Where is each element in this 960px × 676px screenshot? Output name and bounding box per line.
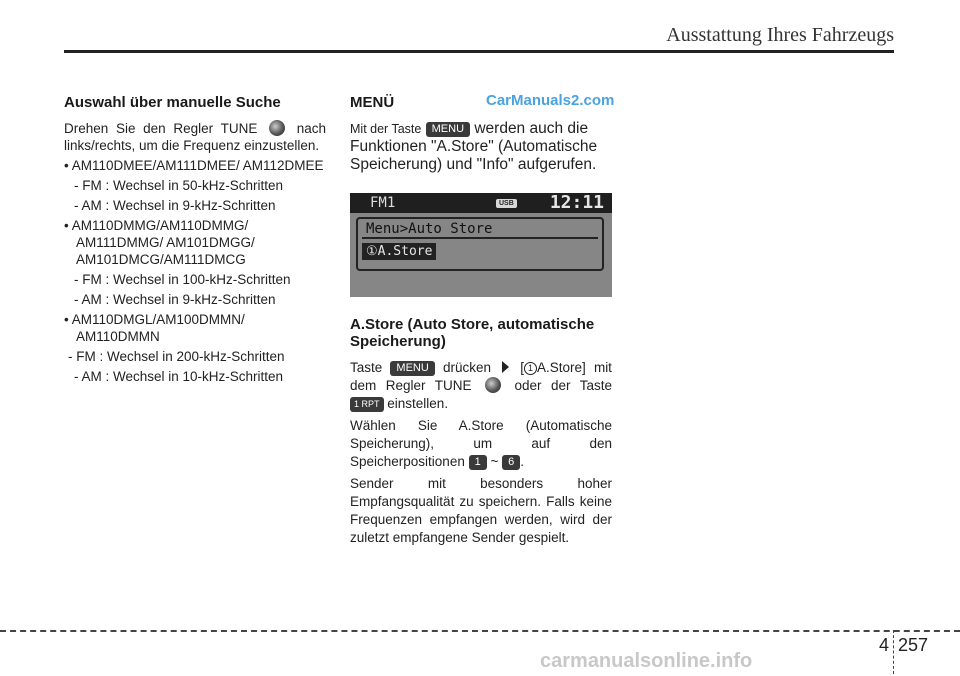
usb-badge: USB [496,199,517,208]
menu-key-icon: MENU [426,122,470,137]
display-menu-box [356,217,604,271]
models-1: • AM110DMEE/AM111DMEE/ AM112DMEE [64,158,324,173]
am-step-2: - AM : Wechsel in 9-kHz-Schritten [74,292,276,307]
astore-para-3: Sender mit besonders hoher Empfangsqualität zu speichern. Falls keine Frequenzen empfangen werden, wird der zuletzt empfangene Sender gespielt. [350,476,612,545]
page-number: 257 [898,635,929,655]
mid-intro-after: werden auch die Funktionen "A.Store" (Automatische Speicherung) und "Info" aufgerufen. [350,120,598,173]
am-step-3: - AM : Wechsel in 10-kHz-Schritten [74,369,284,384]
chapter-number: 4 [878,635,889,655]
models-3: • AM110DMGL/AM100DMMN/ AM110DMMN [64,312,245,344]
middle-column [350,92,615,547]
p1-a: Taste [350,360,383,375]
mid-intro [350,120,612,174]
footer-rule [0,630,960,632]
tune-knob-icon [269,120,285,136]
mid-heading: MENÜ [350,94,395,111]
display-time: 12:11 [549,193,604,213]
left-intro-before: Drehen Sie den Regler TUNE [64,121,258,136]
astore-para-2 [350,417,612,471]
p1-b: drücken [442,360,491,375]
mid-intro-before: Mit der Taste [350,122,422,136]
models-2: • AM110DMMG/AM110DMMG/ AM111DMMG/ AM101DMGG/ AM101DMCG/AM111DMCG [64,218,255,267]
p1-e: oder der Taste [514,378,612,393]
left-intro [64,120,326,154]
left-intro-after: nach links/rechts, um die Frequenz einzustellen. [64,121,326,153]
display-item-astore: ①A.Store [362,243,436,260]
left-column [64,94,326,385]
footer-divider [893,630,894,674]
p1-c: [ [520,360,525,375]
p1-f: einstellen. [387,396,449,411]
watermark-top: CarManuals2.com [486,92,615,109]
preset-1-key-icon: 1 [469,455,487,470]
radio-display [350,193,612,297]
fm-step-2: - FM : Wechsel in 100-kHz-Schritten [74,272,291,287]
p1-d: A.Store] mit dem Regler TUNE [350,360,612,393]
watermark-bottom: carmanualsonline.info [540,650,753,672]
display-menu-path: Menu>Auto Store [366,221,493,237]
header-rule [64,50,894,53]
p2-a: Wählen Sie A.Store (Automatische Speicherung), um auf den Speicherpositionen [350,418,612,469]
am-step-1: - AM : Wechsel in 9-kHz-Schritten [74,198,276,213]
p2-tilde: ~ [490,454,499,469]
arrow-right-icon [502,361,509,373]
display-divider [362,237,598,239]
display-band: FM1 [370,195,422,211]
fm-step-1: - FM : Wechsel in 50-kHz-Schritten [74,178,284,193]
tune-knob-icon-2 [485,377,501,393]
header-title: Ausstattung Ihres Fahrzeugs [666,24,894,46]
menu-key-icon-2: MENU [390,361,434,376]
fm-step-3: - FM : Wechsel in 200-kHz-Schritten [68,349,285,364]
circle-one-icon: 1 [524,362,537,375]
left-heading: Auswahl über manuelle Suche [64,94,281,111]
p2-end: . [520,454,525,469]
astore-heading: A.Store (Auto Store, automatische Speicherung) [350,316,595,350]
preset-6-key-icon: 6 [502,455,520,470]
astore-para-1 [350,359,612,413]
rpt-key-icon: 1 RPT [350,397,384,412]
